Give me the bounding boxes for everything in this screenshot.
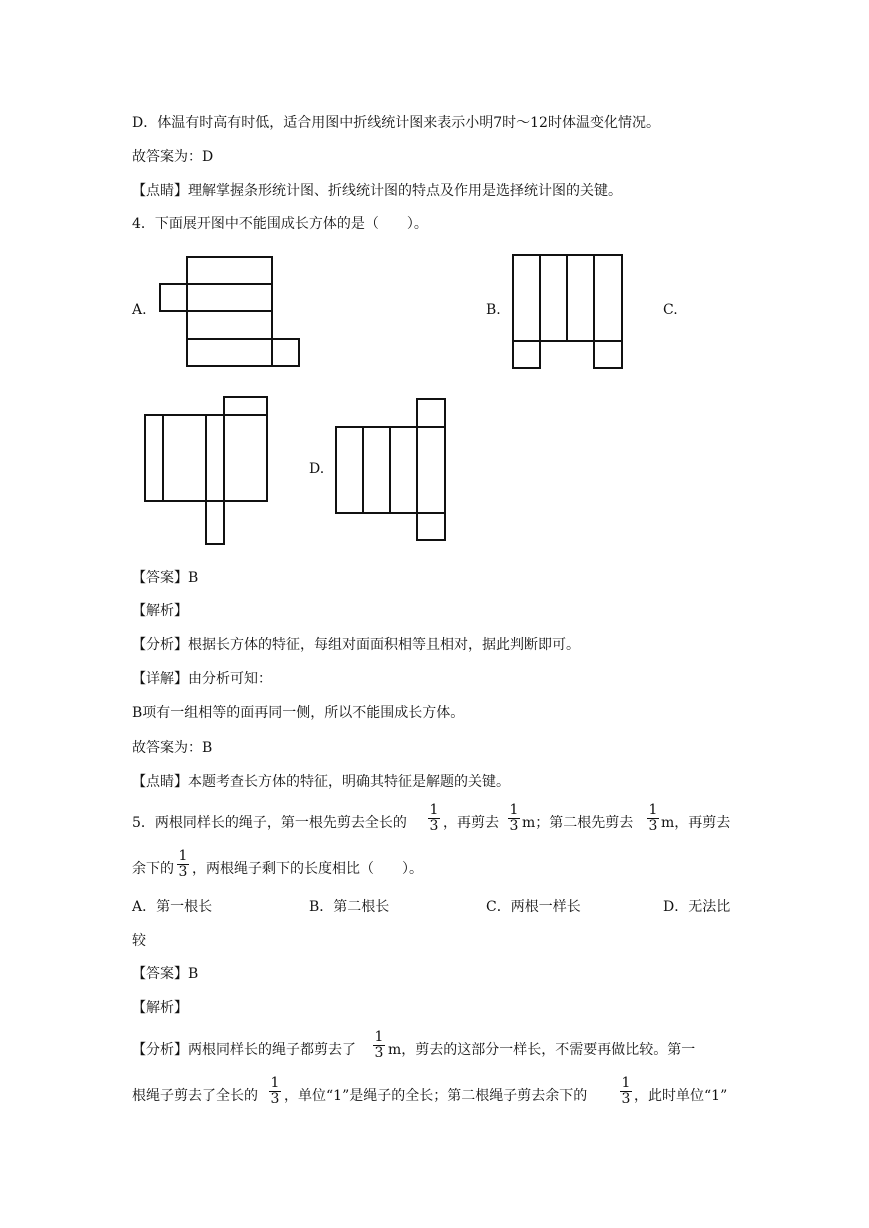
net-a-figure (158, 255, 303, 370)
q5-analysis-part4: ，单位“1”是绳子的全长；第二根绳子剪去余下的 (284, 1088, 588, 1104)
net-c-label: C. (663, 302, 678, 318)
q5-stem-part6: ，两根绳子剩下的长度相比（ ）。 (192, 861, 423, 877)
fraction-one-third: 1 3 (621, 1075, 631, 1107)
net-d-label: D. (309, 461, 325, 477)
q5-analysis-part5: ，此时单位“1” (634, 1088, 728, 1104)
q5-option-d: D．无法比 (663, 899, 731, 915)
net-a-label: A. (132, 302, 147, 318)
q5-option-a: A．第一根长 (132, 899, 213, 915)
q4-conclusion: 故答案为：B (132, 740, 213, 756)
fraction-one-third: 1 3 (270, 1075, 280, 1107)
q4-stem: 4．下面展开图中不能围成长方体的是（ ）。 (132, 216, 428, 232)
fraction-one-third: 1 3 (178, 848, 188, 880)
q5-analysis-part1: 【分析】两根同样长的绳子都剪去了 (132, 1042, 356, 1058)
net-b-figure (511, 253, 626, 371)
fraction-one-third: 1 3 (374, 1029, 384, 1061)
net-c-figure (143, 395, 271, 548)
q5-stem-part3: m；第二根先剪去 (522, 815, 634, 831)
net-b-label: B. (486, 302, 501, 318)
q5-stem-part4: m，再剪去 (661, 815, 731, 831)
q4-analysis-heading: 【解析】 (132, 603, 188, 619)
q3-answer-conclusion: 故答案为：D (132, 149, 214, 165)
q4-answer: 【答案】B (132, 570, 199, 586)
q5-analysis-part2: m，剪去的这部分一样长，不需要再做比较。第一 (388, 1042, 696, 1058)
q3-comment: 【点睛】理解掌握条形统计图、折线统计图的特点及作用是选择统计图的关键。 (132, 183, 622, 199)
q4-analysis: 【分析】根据长方体的特征，每组对面面积相等且相对，据此判断即可。 (132, 637, 580, 653)
q3-option-d-text: D．体温有时高有时低，适合用图中折线统计图来表示小明7时～12时体温变化情况。 (132, 115, 660, 131)
q5-stem-part5: 余下的 (132, 861, 174, 877)
q5-stem-part2: ，再剪去 (443, 815, 499, 831)
fraction-one-third: 1 3 (429, 802, 439, 834)
q5-option-b: B．第二根长 (309, 899, 390, 915)
q5-answer: 【答案】B (132, 966, 199, 982)
q4-comment: 【点睛】本题考查长方体的特征，明确其特征是解题的关键。 (132, 774, 510, 790)
net-d-figure (334, 397, 449, 543)
q5-analysis-part3: 根绳子剪去了全长的 (132, 1088, 258, 1104)
q4-detail-heading: 【详解】由分析可知： (132, 671, 272, 687)
q4-detail: B项有一组相等的面再同一侧，所以不能围成长方体。 (132, 705, 465, 721)
q5-analysis-heading: 【解析】 (132, 1000, 188, 1016)
fraction-one-third: 1 3 (648, 802, 658, 834)
q5-option-d-wrap: 较 (132, 933, 146, 949)
q5-stem-part1: 5．两根同样长的绳子，第一根先剪去全长的 (132, 815, 407, 831)
q5-option-c: C．两根一样长 (486, 899, 581, 915)
fraction-one-third: 1 3 (509, 802, 519, 834)
